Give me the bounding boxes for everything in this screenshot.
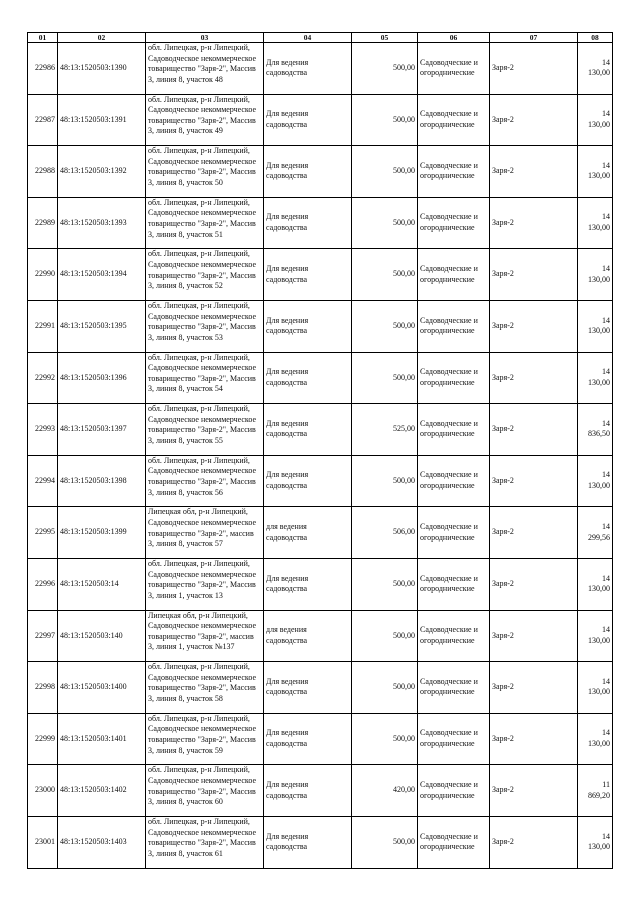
address-cell [146, 558, 264, 610]
cadastral-number-cell: 48:13:1520503:1396 [58, 352, 146, 404]
address-cell [146, 765, 264, 817]
purpose-cell: Для ведения садоводства [264, 816, 352, 868]
value-cell: 14 130,00 [578, 146, 613, 198]
value-cell: 14 130,00 [578, 43, 613, 95]
category-cell: Садоводческие и огороднические [418, 404, 490, 456]
cadastral-number-cell: 48:13:1520503:1390 [58, 43, 146, 95]
value-cell: 14 130,00 [578, 610, 613, 662]
area-cell: 500,00 [352, 713, 418, 765]
address-text: Липецкая обл, р-н Липецкий, Садоводческое некоммерческое товарищество "Заря-2", массив 3, линия 8, участок 57 [148, 507, 257, 549]
cadastral-number-cell: 48:13:1520503:140 [58, 610, 146, 662]
cadastral-number-cell: 48:13:1520503:1399 [58, 507, 146, 559]
partnership-cell: Заря-2 [490, 352, 578, 404]
address-text: обл. Липецкая, р-н Липецкий, Садоводческое некоммерческое товарищество "Заря-2", Массив 3, линия 8, участок 54 [148, 352, 257, 394]
partnership-cell: Заря-2 [490, 404, 578, 456]
category-cell: Садоводческие и огороднические [418, 352, 490, 404]
row-id-cell: 23001 [28, 816, 58, 868]
table-row [28, 610, 613, 662]
category-cell: Садоводческие и огороднические [418, 249, 490, 301]
cadastral-number-cell: 48:13:1520503:1391 [58, 94, 146, 146]
cadastral-number-cell: 48:13:1520503:1403 [58, 816, 146, 868]
table-body [28, 43, 613, 869]
area-cell: 525,00 [352, 404, 418, 456]
address-text: обл. Липецкая, р-н Липецкий, Садоводческое некоммерческое товарищество "Заря-2", Массив 3, линия 8, участок 51 [148, 197, 257, 239]
category-cell: Садоводческие и огороднические [418, 300, 490, 352]
cadastral-number-cell: 48:13:1520503:1395 [58, 300, 146, 352]
purpose-cell: Для ведения садоводства [264, 455, 352, 507]
purpose-cell: Для ведения садоводства [264, 43, 352, 95]
land-plots-table [27, 32, 613, 869]
address-cell [146, 507, 264, 559]
address-text: обл. Липецкая, р-н Липецкий, Садоводческое некоммерческое товарищество "Заря-2", Массив 3, линия 8, участок 49 [148, 94, 257, 136]
table-row [28, 94, 613, 146]
address-text: обл. Липецкая, р-н Липецкий, Садоводческое некоммерческое товарищество "Заря-2", Массив 3, линия 8, участок 58 [148, 662, 257, 703]
category-cell: Садоводческие и огороднические [418, 455, 490, 507]
area-cell: 500,00 [352, 146, 418, 198]
partnership-cell: Заря-2 [490, 816, 578, 868]
category-cell: Садоводческие и огороднические [418, 713, 490, 765]
table-row [28, 455, 613, 507]
row-id-cell: 22990 [28, 249, 58, 301]
cadastral-number-cell: 48:13:1520503:1394 [58, 249, 146, 301]
area-cell: 500,00 [352, 455, 418, 507]
area-cell: 500,00 [352, 352, 418, 404]
area-cell: 500,00 [352, 558, 418, 610]
address-text: Липецкая обл, р-н Липецкий, Садоводческое некоммерческое товарищество "Заря-2", массив 3, линия 1, участок №137 [148, 610, 257, 652]
value-cell: 14 130,00 [578, 662, 613, 714]
purpose-cell: Для ведения садоводства [264, 249, 352, 301]
address-cell [146, 610, 264, 662]
partnership-cell: Заря-2 [490, 94, 578, 146]
address-text: обл. Липецкая, р-н Липецкий, Садоводческое некоммерческое товарищество "Заря-2", Массив 3, линия 8, участок 56 [148, 455, 257, 497]
partnership-cell: Заря-2 [490, 197, 578, 249]
address-text: обл. Липецкая, р-н Липецкий, Садоводческое некоммерческое товарищество "Заря-2", Массив 3, линия 8, участок 52 [148, 249, 257, 291]
partnership-cell: Заря-2 [490, 507, 578, 559]
address-text: обл. Липецкая, р-н Липецкий, Садоводческое некоммерческое товарищество "Заря-2", Массив 3, линия 8, участок 59 [148, 713, 257, 755]
address-cell [146, 43, 264, 95]
purpose-cell: Для ведения садоводства [264, 713, 352, 765]
address-cell [146, 197, 264, 249]
address-text: обл. Липецкая, р-н Липецкий, Садоводческое некоммерческое товарищество "Заря-2", Массив 3, линия 8, участок 55 [148, 404, 257, 445]
category-cell: Садоводческие и огороднические [418, 662, 490, 714]
partnership-cell: Заря-2 [490, 146, 578, 198]
address-cell [146, 94, 264, 146]
row-id-cell: 23000 [28, 765, 58, 817]
row-id-cell: 22992 [28, 352, 58, 404]
category-cell: Садоводческие и огороднические [418, 610, 490, 662]
column-header: 07 [490, 33, 578, 43]
column-header: 04 [264, 33, 352, 43]
partnership-cell: Заря-2 [490, 558, 578, 610]
category-cell: Садоводческие и огороднические [418, 507, 490, 559]
table-row [28, 300, 613, 352]
cadastral-number-cell: 48:13:1520503:1393 [58, 197, 146, 249]
partnership-cell: Заря-2 [490, 43, 578, 95]
area-cell: 500,00 [352, 816, 418, 868]
category-cell: Садоводческие и огороднические [418, 765, 490, 817]
table-row [28, 197, 613, 249]
purpose-cell: Для ведения садоводства [264, 300, 352, 352]
value-cell: 14 130,00 [578, 249, 613, 301]
column-header: 08 [578, 33, 613, 43]
area-cell: 500,00 [352, 94, 418, 146]
column-header: 06 [418, 33, 490, 43]
table-row [28, 558, 613, 610]
area-cell: 500,00 [352, 300, 418, 352]
table-row [28, 249, 613, 301]
area-cell: 500,00 [352, 610, 418, 662]
table-header-row [28, 33, 613, 43]
purpose-cell: Для ведения садоводства [264, 352, 352, 404]
cadastral-number-cell: 48:13:1520503:1400 [58, 662, 146, 714]
column-header: 05 [352, 33, 418, 43]
row-id-cell: 22995 [28, 507, 58, 559]
row-id-cell: 22988 [28, 146, 58, 198]
row-id-cell: 22998 [28, 662, 58, 714]
address-cell [146, 249, 264, 301]
value-cell: 14 130,00 [578, 300, 613, 352]
address-text: обл. Липецкая, р-н Липецкий, Садоводческое некоммерческое товарищество "Заря-2", Массив 3, линия 8, участок 48 [148, 43, 257, 84]
area-cell: 500,00 [352, 662, 418, 714]
row-id-cell: 22991 [28, 300, 58, 352]
value-cell: 14 130,00 [578, 94, 613, 146]
table-row [28, 352, 613, 404]
cadastral-number-cell: 48:13:1520503:1402 [58, 765, 146, 817]
purpose-cell: Для ведения садоводства [264, 404, 352, 456]
cadastral-number-cell: 48:13:1520503:1397 [58, 404, 146, 456]
row-id-cell: 22989 [28, 197, 58, 249]
partnership-cell: Заря-2 [490, 765, 578, 817]
value-cell: 14 130,00 [578, 816, 613, 868]
area-cell: 500,00 [352, 197, 418, 249]
address-text: обл. Липецкая, р-н Липецкий, Садоводческое некоммерческое товарищество "Заря-2", Массив 3, линия 8, участок 61 [148, 816, 257, 858]
category-cell: Садоводческие и огороднические [418, 43, 490, 95]
purpose-cell: Для ведения садоводства [264, 197, 352, 249]
purpose-cell: Для ведения садоводства [264, 662, 352, 714]
address-cell [146, 352, 264, 404]
address-text: обл. Липецкая, р-н Липецкий, Садоводческое некоммерческое товарищество "Заря-2", Массив 3, линия 8, участок 50 [148, 146, 257, 187]
address-cell [146, 816, 264, 868]
table-row [28, 43, 613, 95]
address-cell [146, 300, 264, 352]
purpose-cell: Для ведения садоводства [264, 558, 352, 610]
table-row [28, 765, 613, 817]
partnership-cell: Заря-2 [490, 610, 578, 662]
value-cell: 14 130,00 [578, 558, 613, 610]
row-id-cell: 22987 [28, 94, 58, 146]
cadastral-number-cell: 48:13:1520503:14 [58, 558, 146, 610]
row-id-cell: 22993 [28, 404, 58, 456]
address-text: обл. Липецкая, р-н Липецкий, Садоводческое некоммерческое товарищество "Заря-2", Массив 3, линия 8, участок 60 [148, 765, 257, 807]
purpose-cell: Для ведения садоводства [264, 146, 352, 198]
address-cell [146, 146, 264, 198]
address-cell [146, 662, 264, 714]
area-cell: 506,00 [352, 507, 418, 559]
category-cell: Садоводческие и огороднические [418, 816, 490, 868]
table-row [28, 713, 613, 765]
area-cell: 420,00 [352, 765, 418, 817]
address-cell [146, 404, 264, 456]
column-header: 02 [58, 33, 146, 43]
value-cell: 11 869,20 [578, 765, 613, 817]
partnership-cell: Заря-2 [490, 662, 578, 714]
value-cell: 14 299,56 [578, 507, 613, 559]
row-id-cell: 22994 [28, 455, 58, 507]
row-id-cell: 22986 [28, 43, 58, 95]
partnership-cell: Заря-2 [490, 249, 578, 301]
table-row [28, 507, 613, 559]
category-cell: Садоводческие и огороднические [418, 558, 490, 610]
document-page [27, 32, 612, 869]
cadastral-number-cell: 48:13:1520503:1398 [58, 455, 146, 507]
address-cell [146, 455, 264, 507]
value-cell: 14 130,00 [578, 352, 613, 404]
row-id-cell: 22996 [28, 558, 58, 610]
partnership-cell: Заря-2 [490, 455, 578, 507]
table-row [28, 146, 613, 198]
table-row [28, 662, 613, 714]
purpose-cell: Для ведения садоводства [264, 94, 352, 146]
partnership-cell: Заря-2 [490, 713, 578, 765]
address-text: обл. Липецкая, р-н Липецкий, Садоводческое некоммерческое товарищество "Заря-2", Массив 3, линия 1, участок 13 [148, 558, 257, 600]
purpose-cell: для ведения садоводства [264, 507, 352, 559]
value-cell: 14 130,00 [578, 455, 613, 507]
value-cell: 14 130,00 [578, 713, 613, 765]
purpose-cell: Для ведения садоводства [264, 765, 352, 817]
row-id-cell: 22997 [28, 610, 58, 662]
row-id-cell: 22999 [28, 713, 58, 765]
cadastral-number-cell: 48:13:1520503:1392 [58, 146, 146, 198]
value-cell: 14 836,50 [578, 404, 613, 456]
category-cell: Садоводческие и огороднические [418, 94, 490, 146]
address-text: обл. Липецкая, р-н Липецкий, Садоводческое некоммерческое товарищество "Заря-2", Массив 3, линия 8, участок 53 [148, 300, 257, 342]
partnership-cell: Заря-2 [490, 300, 578, 352]
area-cell: 500,00 [352, 43, 418, 95]
category-cell: Садоводческие и огороднические [418, 146, 490, 198]
address-cell [146, 713, 264, 765]
table-row [28, 404, 613, 456]
column-header: 03 [146, 33, 264, 43]
category-cell: Садоводческие и огороднические [418, 197, 490, 249]
area-cell: 500,00 [352, 249, 418, 301]
purpose-cell: для ведения садоводства [264, 610, 352, 662]
table-row [28, 816, 613, 868]
column-header: 01 [28, 33, 58, 43]
value-cell: 14 130,00 [578, 197, 613, 249]
cadastral-number-cell: 48:13:1520503:1401 [58, 713, 146, 765]
